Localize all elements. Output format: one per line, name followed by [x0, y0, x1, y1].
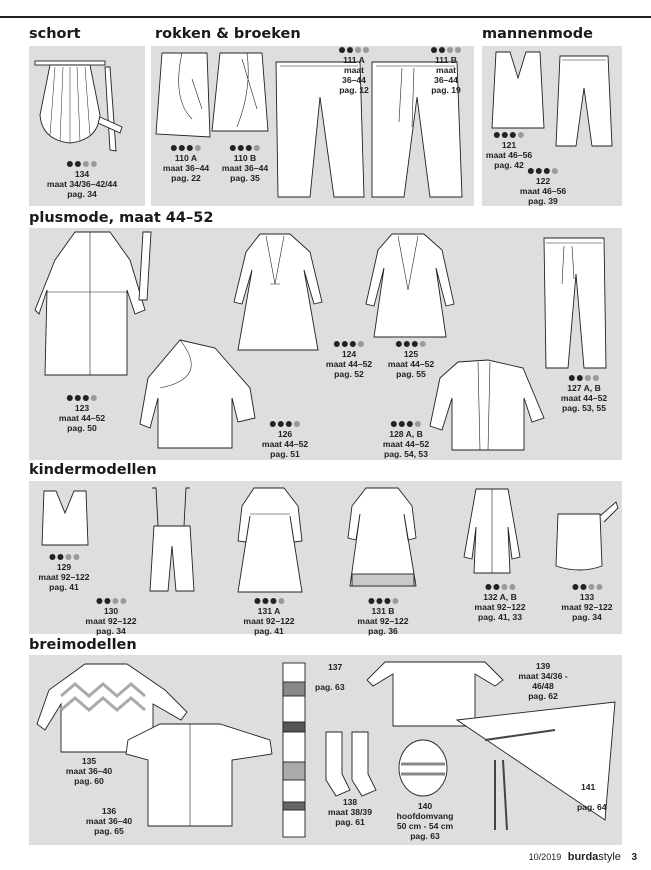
model-number: 128 A, B — [389, 429, 423, 439]
label-141 — [577, 782, 607, 812]
label-131a — [243, 597, 294, 636]
model-size: maat 44–52 — [261, 439, 309, 449]
cardigan-136-drawing — [120, 720, 280, 830]
label-139 — [518, 661, 567, 701]
model-page: pag. 54, 53 — [384, 449, 428, 459]
model-number: 134 — [74, 169, 90, 179]
section-title-brei: breimodellen — [29, 637, 137, 653]
difficulty-dots — [326, 340, 372, 348]
difficulty-dots — [561, 374, 607, 382]
model-page: pag. 64 — [577, 802, 607, 812]
model-page: pag. 53, 55 — [562, 403, 606, 413]
model-size: maat 92–122 — [474, 602, 526, 612]
model-size: maat 34/36–42/44 — [46, 179, 118, 189]
model-number: 141 — [581, 782, 596, 792]
model-page: pag. 60 — [74, 776, 104, 786]
model-number: 133 — [579, 592, 595, 602]
label-134 — [47, 160, 117, 199]
label-110b — [222, 144, 268, 183]
difficulty-dots — [383, 420, 429, 428]
model-size: maat 92–122 — [38, 572, 90, 582]
model-page: pag. 52 — [334, 369, 364, 379]
top-126-drawing — [140, 338, 270, 453]
model-size: maat 46–56 — [519, 186, 567, 196]
model-number: 132 A, B — [483, 592, 517, 602]
difficulty-dots — [59, 394, 105, 402]
label-138 — [328, 797, 372, 827]
model-size: maat 44–52 — [325, 359, 373, 369]
vest-129-drawing — [38, 487, 93, 552]
issue-date: 10/2019 — [528, 852, 562, 862]
label-136 — [86, 806, 132, 836]
model-size: maat 92–122 — [357, 616, 409, 626]
model-number: 131 A — [257, 606, 281, 616]
model-page: pag. 63 — [315, 682, 345, 692]
model-size: maat 44–52 — [58, 413, 106, 423]
model-number: 110 A — [174, 153, 198, 163]
model-page: pag. 12 — [339, 85, 369, 95]
model-page: pag. 39 — [528, 196, 558, 206]
scarf-137-drawing — [282, 662, 306, 838]
section-title-kinder: kindermodellen — [29, 462, 157, 478]
model-page: pag. 34 — [67, 189, 97, 199]
difficulty-dots — [338, 46, 370, 54]
model-page: pag. 62 — [528, 691, 558, 701]
hat-140-drawing — [395, 738, 451, 798]
model-page: pag. 63 — [410, 831, 440, 841]
model-page: pag. 35 — [230, 173, 260, 183]
model-number: 126 — [277, 429, 293, 439]
model-size: maat — [435, 65, 457, 75]
label-111b — [430, 46, 462, 95]
socks-138-drawing — [322, 730, 378, 798]
label-121 — [486, 131, 532, 170]
model-number: 129 — [56, 562, 72, 572]
model-number: 138 — [342, 797, 358, 807]
model-size-range: 36–44 — [434, 75, 458, 85]
model-number: 125 — [403, 349, 419, 359]
model-size: maat 92–122 — [85, 616, 137, 626]
label-140 — [397, 801, 454, 841]
model-size: maat 36–44 — [162, 163, 210, 173]
section-title-schort: schort — [29, 26, 81, 42]
model-size-range: 36–44 — [342, 75, 366, 85]
page-number: 3 — [631, 852, 637, 863]
model-number: 139 — [535, 661, 551, 671]
difficulty-dots — [388, 340, 434, 348]
model-size-range: 50 cm - 54 cm — [396, 821, 454, 831]
model-number: 127 A, B — [567, 383, 601, 393]
tunic-125-drawing — [362, 232, 462, 342]
label-128 — [383, 420, 429, 459]
jacket-132-drawing — [462, 487, 522, 577]
section-title-plus: plusmode, maat 44–52 — [29, 210, 214, 226]
model-number: 135 — [81, 756, 97, 766]
model-size: maat 38/39 — [328, 807, 372, 817]
jacket-128-drawing — [428, 358, 548, 453]
difficulty-dots — [47, 160, 117, 168]
label-137 — [315, 662, 345, 692]
model-size: maat 36–44 — [221, 163, 269, 173]
dungarees-130-drawing — [142, 486, 202, 596]
difficulty-dots — [262, 420, 308, 428]
label-131b — [357, 597, 408, 636]
dress-131b-drawing — [342, 486, 422, 591]
difficulty-dots — [222, 144, 268, 152]
difficulty-dots — [163, 144, 209, 152]
section-title-rokken: rokken & broeken — [155, 26, 301, 42]
label-129 — [38, 553, 89, 592]
model-size: maat 44–52 — [560, 393, 608, 403]
model-size: maat 44–52 — [382, 439, 430, 449]
apron-133-drawing — [552, 496, 622, 576]
model-number: 131 B — [371, 606, 395, 616]
label-110a — [163, 144, 209, 183]
model-number: 140 — [417, 801, 433, 811]
model-page: pag. 22 — [171, 173, 201, 183]
shawl-141-drawing — [455, 700, 620, 845]
dress-131a-drawing — [232, 486, 307, 596]
model-number: 124 — [341, 349, 357, 359]
model-page: pag. 51 — [270, 449, 300, 459]
model-number: 121 — [501, 140, 517, 150]
model-number: 130 — [103, 606, 119, 616]
model-number: 111 B — [435, 55, 457, 65]
dress-124-drawing — [230, 232, 330, 352]
label-132 — [474, 583, 525, 622]
label-135 — [66, 756, 112, 786]
page-footer — [529, 851, 637, 863]
label-123 — [59, 394, 105, 433]
model-number: 123 — [74, 403, 90, 413]
model-size: maat 44–52 — [387, 359, 435, 369]
section-title-mannen: mannenmode — [482, 26, 593, 42]
model-number: 136 — [101, 806, 117, 816]
label-124 — [326, 340, 372, 379]
model-size-range: 46/48 — [532, 681, 554, 691]
model-page: pag. 19 — [431, 85, 461, 95]
model-page: pag. 41 — [49, 582, 79, 592]
difficulty-dots — [357, 597, 408, 605]
label-111a — [338, 46, 370, 95]
label-127 — [561, 374, 607, 413]
brand-logo: burdastyle — [567, 851, 621, 863]
model-page: pag. 36 — [368, 626, 398, 636]
model-size: maat 46–56 — [485, 150, 533, 160]
label-133 — [561, 583, 612, 622]
model-page: pag. 34 — [572, 612, 602, 622]
label-122 — [520, 167, 566, 206]
model-number: 111 A — [343, 55, 365, 65]
difficulty-dots — [474, 583, 525, 591]
model-page: pag. 34 — [96, 626, 126, 636]
label-130 — [85, 597, 136, 636]
model-number: 122 — [535, 176, 551, 186]
model-size: maat 34/36 - — [518, 671, 568, 681]
model-page: pag. 65 — [94, 826, 124, 836]
skirts-drawing — [152, 49, 272, 144]
difficulty-dots — [38, 553, 89, 561]
difficulty-dots — [85, 597, 136, 605]
model-page: pag. 50 — [67, 423, 97, 433]
trousers-127-drawing — [540, 234, 610, 374]
difficulty-dots — [520, 167, 566, 175]
model-number: 137 — [328, 662, 343, 672]
difficulty-dots — [561, 583, 612, 591]
model-number: 110 B — [233, 153, 257, 163]
difficulty-dots — [243, 597, 294, 605]
label-126 — [262, 420, 308, 459]
model-size: maat 36–40 — [65, 766, 113, 776]
difficulty-dots — [486, 131, 532, 139]
model-page: pag. 41 — [254, 626, 284, 636]
model-size: maat 92–122 — [561, 602, 613, 612]
model-size: hoofdomvang — [396, 811, 454, 821]
label-125 — [388, 340, 434, 379]
apron-drawing — [30, 55, 142, 160]
difficulty-dots — [430, 46, 462, 54]
model-size: maat 92–122 — [243, 616, 295, 626]
model-size: maat 36–40 — [85, 816, 133, 826]
model-page: pag. 55 — [396, 369, 426, 379]
model-page: pag. 41, 33 — [478, 612, 522, 622]
model-page: pag. 42 — [494, 160, 524, 170]
model-size: maat — [343, 65, 365, 75]
model-page: pag. 61 — [335, 817, 365, 827]
top-rule — [0, 16, 651, 18]
